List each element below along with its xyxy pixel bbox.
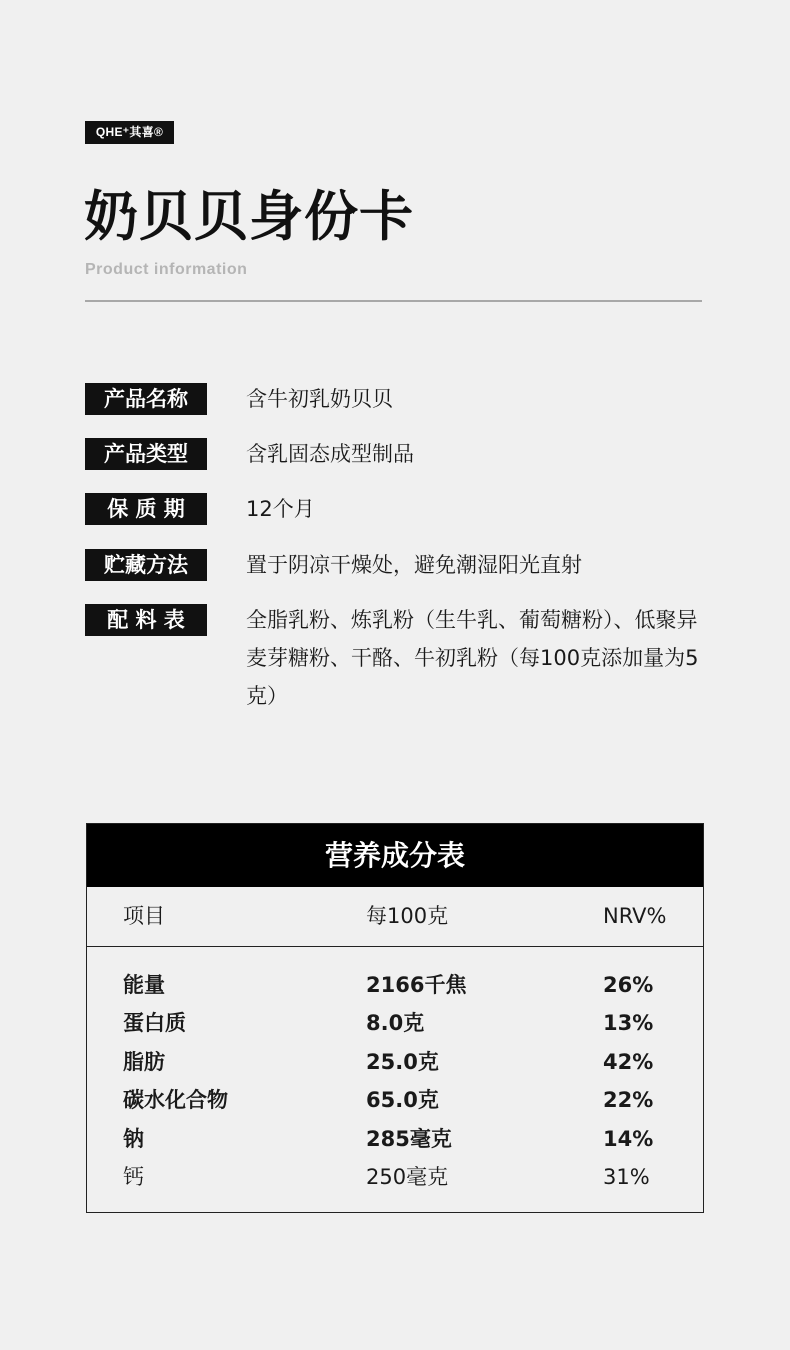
table-row [87, 1004, 703, 1042]
row-nrv: 42% [603, 1050, 654, 1074]
info-label: 贮藏方法 [85, 549, 207, 581]
info-label: 配 料 表 [85, 604, 207, 636]
info-label: 产品名称 [85, 383, 207, 415]
row-amount: 65.0克 [366, 1088, 439, 1112]
row-item: 碳水化合物 [123, 1088, 228, 1112]
info-value: 置于阴凉干燥处，避免潮湿阳光直射 [246, 553, 582, 577]
table-row [87, 1043, 703, 1081]
row-amount: 25.0克 [366, 1050, 439, 1074]
row-nrv: 22% [603, 1088, 654, 1112]
title-divider [85, 300, 702, 302]
row-nrv: 14% [603, 1127, 654, 1151]
page-title: 奶贝贝身份卡 [84, 185, 414, 248]
brand-logo: QHE⁺其喜® [85, 121, 174, 144]
page-subtitle: Product information [85, 261, 248, 278]
row-amount: 285毫克 [366, 1127, 452, 1151]
row-amount: 2166千焦 [366, 973, 467, 997]
row-amount: 250毫克 [366, 1165, 449, 1189]
table-row [87, 966, 703, 1004]
row-item: 能量 [123, 973, 165, 997]
row-nrv: 13% [603, 1011, 654, 1035]
nutrition-table-title: 营养成分表 [87, 824, 703, 887]
row-nrv: 31% [603, 1165, 650, 1189]
table-row [87, 1120, 703, 1158]
header-nrv: NRV% [603, 904, 667, 928]
table-row [87, 1081, 703, 1119]
row-item: 钙 [123, 1165, 144, 1189]
row-item: 脂肪 [123, 1050, 165, 1074]
row-item: 蛋白质 [123, 1011, 186, 1035]
row-nrv: 26% [603, 973, 654, 997]
info-value: 含乳固态成型制品 [246, 442, 414, 466]
info-label: 保 质 期 [85, 493, 207, 525]
table-row [87, 1158, 703, 1196]
nutrition-table [86, 823, 704, 1213]
info-label: 产品类型 [85, 438, 207, 470]
nutrition-table-header [87, 887, 703, 947]
info-value: 12个月 [246, 497, 315, 521]
header-amount: 每100克 [366, 904, 449, 928]
header-item: 项目 [123, 904, 165, 928]
row-item: 钠 [123, 1127, 144, 1151]
info-value: 含牛初乳奶贝贝 [246, 387, 393, 411]
info-value: 全脂乳粉、炼乳粉（生牛乳、葡萄糖粉）、低聚异麦芽糖粉、干酪、牛初乳粉（每100克添加量为5克） [246, 608, 699, 708]
row-amount: 8.0克 [366, 1011, 425, 1035]
